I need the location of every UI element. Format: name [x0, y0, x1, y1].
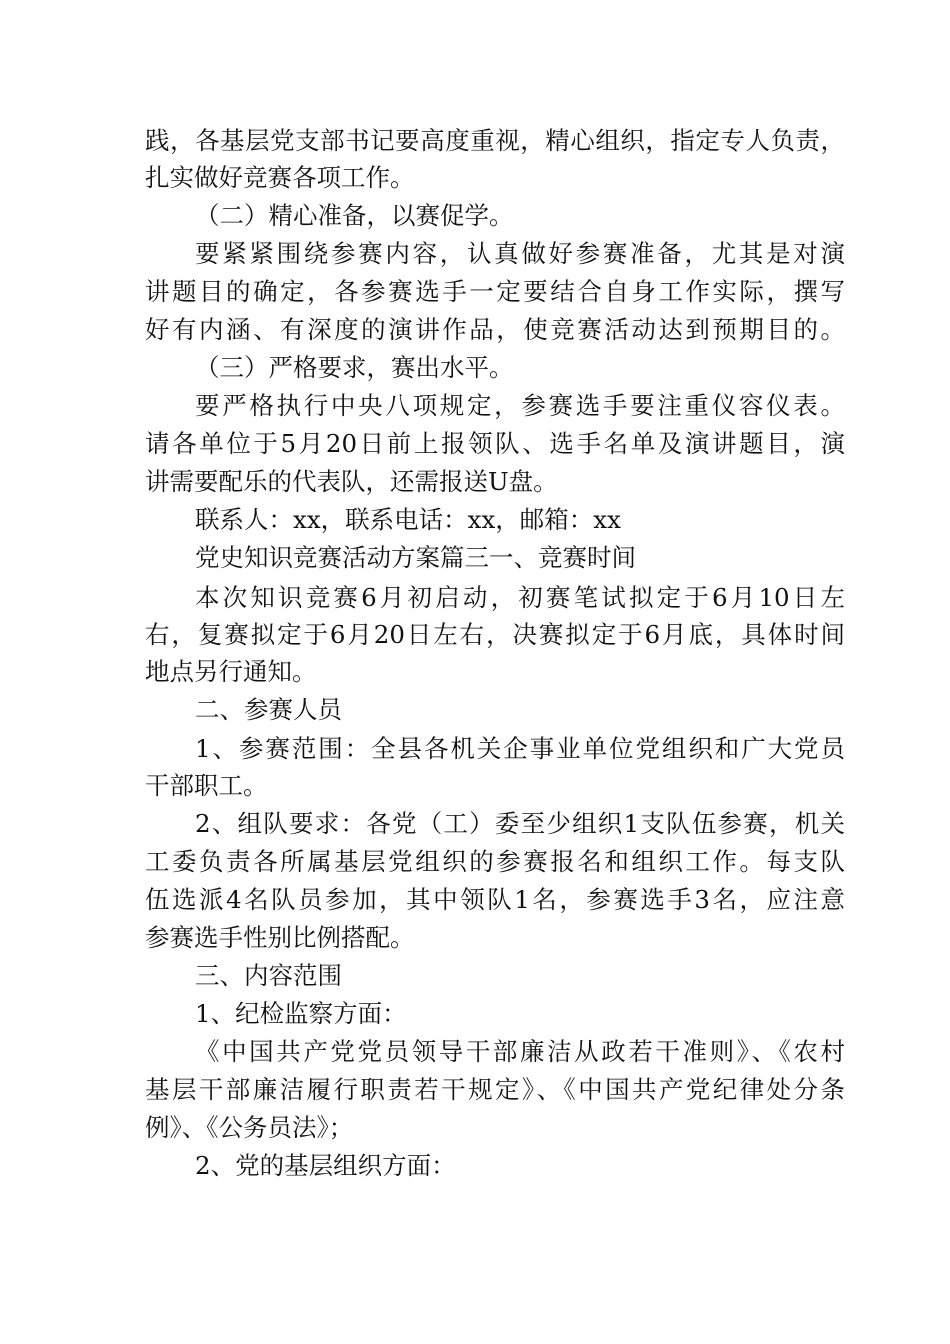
text-line: 要紧紧围绕参赛内容，认真做好参赛准备，尤其是对演: [195, 239, 845, 268]
section-heading: 三、内容范围: [195, 961, 342, 990]
text-line: 参赛选手性别比例搭配。: [145, 923, 415, 952]
text-line: 1、纪检监察方面：: [195, 999, 407, 1028]
text-line: 工委负责各所属基层党组织的参赛报名和组织工作。每支队: [145, 847, 845, 876]
text-line: 地点另行通知。: [145, 657, 317, 686]
text-line: 扎实做好竞赛各项工作。: [145, 163, 415, 192]
text-line: 请各单位于5月20日前上报领队、选手名单及演讲题目，演: [145, 429, 845, 458]
text-line: 1、参赛范围：全县各机关企事业单位党组织和广大党员: [195, 734, 845, 763]
text-line: 讲题目的确定，各参赛选手一定要结合自身工作实际，撰写: [145, 277, 845, 306]
section-heading: （三）严格要求，赛出水平。: [195, 353, 514, 382]
text-line: 践，各基层党支部书记要高度重视，精心组织，指定专人负责，: [145, 126, 845, 155]
text-line: 基层干部廉洁履行职责若干规定》、《中国共产党纪律处分条: [145, 1075, 845, 1104]
text-line: 讲需要配乐的代表队，还需报送U盘。: [145, 467, 558, 496]
text-line: 2、党的基层组织方面：: [195, 1151, 456, 1180]
section-heading: （二）精心准备，以赛促学。: [195, 201, 514, 230]
text-line: 伍选派4名队员参加，其中领队1名，参赛选手3名，应注意: [145, 885, 845, 914]
text-line: 2、组队要求：各党（工）委至少组织1支队伍参赛，机关: [195, 809, 845, 838]
text-line: 《中国共产党党员领导干部廉洁从政若干准则》、《农村: [195, 1037, 845, 1066]
text-line: 要严格执行中央八项规定，参赛选手要注重仪容仪表。: [195, 391, 845, 420]
section-heading: 二、参赛人员: [195, 695, 342, 724]
text-line: 右，复赛拟定于6月20日左右，决赛拟定于6月底，具体时间: [145, 620, 845, 649]
section-heading: 党史知识竞赛活动方案篇三一、竞赛时间: [195, 543, 636, 572]
text-line: 干部职工。: [145, 771, 268, 800]
contact-line: 联系人：xx，联系电话：xx，邮箱：xx: [195, 505, 621, 534]
text-line: 例》、《公务员法》；: [145, 1113, 354, 1142]
text-line: 好有内涵、有深度的演讲作品，使竞赛活动达到预期目的。: [145, 315, 845, 344]
text-line: 本次知识竞赛6月初启动，初赛笔试拟定于6月10日左: [195, 583, 845, 612]
